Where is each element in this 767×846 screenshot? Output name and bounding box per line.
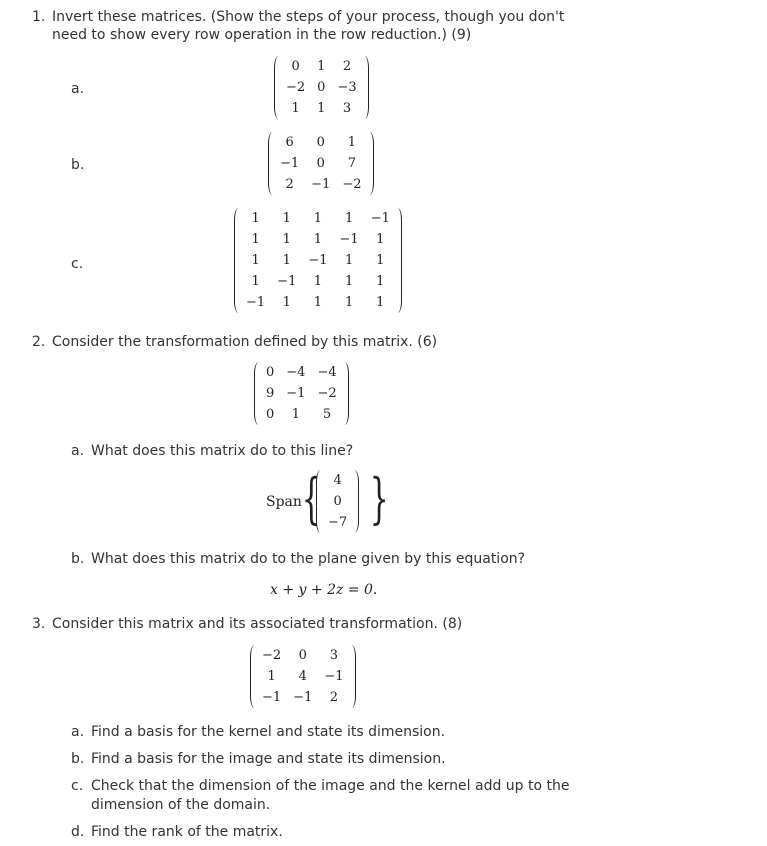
matrix-entry: 1 bbox=[344, 274, 354, 289]
matrix-entry: −1 bbox=[280, 156, 300, 171]
left-brace: { bbox=[301, 467, 321, 530]
matrix-entry: −1 bbox=[262, 690, 282, 705]
q1-part-b-label: b. bbox=[71, 157, 85, 173]
matrix-entry: −1 bbox=[311, 177, 331, 192]
matrix-right-paren bbox=[350, 470, 359, 533]
q1-text-line2: need to show every row operation in the row reduction.) (9) bbox=[52, 27, 472, 43]
q2-a-label: a. bbox=[71, 443, 85, 459]
matrix-entry: 1 bbox=[376, 295, 385, 310]
matrix-row bbox=[260, 362, 343, 383]
matrix-entry: −1 bbox=[324, 669, 344, 684]
matrix-row bbox=[260, 404, 343, 425]
q3-item-a-text: Find a basis for the kernel and state its dimension. bbox=[91, 724, 446, 740]
matrix-entry: −4 bbox=[286, 365, 306, 380]
matrix-entry: 9 bbox=[266, 386, 275, 401]
matrix-entry: 0 bbox=[316, 135, 325, 150]
matrix-entry: 6 bbox=[285, 135, 294, 150]
matrix-entry: −2 bbox=[286, 80, 306, 95]
matrix-entry: −1 bbox=[286, 386, 306, 401]
q1-text-line1: Invert these matrices. (Show the steps of your process, though you don't bbox=[52, 9, 565, 25]
matrix-entry: 0 bbox=[298, 648, 307, 663]
matrix-entry: 3 bbox=[342, 101, 352, 116]
matrix-entry: −1 bbox=[370, 211, 390, 226]
matrix-right-paren bbox=[365, 132, 374, 195]
matrix-row bbox=[274, 174, 368, 195]
matrix-entry: −3 bbox=[337, 80, 357, 95]
span-vector bbox=[318, 470, 357, 537]
matrix-entry: 1 bbox=[313, 232, 323, 247]
matrix-entry: 1 bbox=[317, 101, 326, 116]
matrix-entry: 7 bbox=[347, 156, 357, 171]
matrix-entry: 0 bbox=[266, 365, 275, 380]
matrix-entry: 0 bbox=[266, 407, 275, 422]
matrix-right-paren bbox=[340, 362, 349, 425]
q3-item-a-label: a. bbox=[71, 724, 85, 740]
matrix-row bbox=[240, 208, 396, 229]
matrix-row bbox=[322, 491, 353, 512]
q2-b-label: b. bbox=[71, 551, 85, 567]
matrix-right-paren bbox=[347, 645, 356, 708]
matrix-entry: 4 bbox=[333, 473, 342, 488]
matrix-row bbox=[322, 470, 353, 491]
matrix-entry: 1 bbox=[282, 295, 291, 310]
matrix-row bbox=[280, 77, 363, 98]
span-word: Span bbox=[266, 494, 302, 510]
matrix-left-paren bbox=[274, 56, 283, 119]
matrix-entry: −7 bbox=[328, 515, 348, 530]
matrix-entry: −1 bbox=[246, 295, 266, 310]
matrix-entry: 1 bbox=[313, 274, 323, 289]
matrix-row bbox=[274, 153, 368, 174]
matrix-row bbox=[240, 250, 396, 271]
matrix-left-paren bbox=[254, 362, 263, 425]
matrix-right-paren bbox=[360, 56, 369, 119]
matrix-entry: 1 bbox=[282, 232, 291, 247]
q1-part-a-label: a. bbox=[71, 81, 85, 97]
matrix-entry: 1 bbox=[282, 253, 291, 268]
matrix-entry: 1 bbox=[291, 407, 300, 422]
q3-item-d-text: Find the rank of the matrix. bbox=[91, 824, 283, 840]
matrix-entry: 1 bbox=[376, 274, 385, 289]
q1-part-c-matrix bbox=[236, 208, 400, 317]
matrix-entry: 2 bbox=[285, 177, 294, 192]
q3-item-c-label: c. bbox=[71, 778, 84, 794]
q1-part-c-label: c. bbox=[71, 256, 84, 272]
matrix-entry: 2 bbox=[342, 59, 352, 74]
matrix-entry: 3 bbox=[329, 648, 339, 663]
matrix-entry: 1 bbox=[251, 232, 260, 247]
q3-item-d-label: d. bbox=[71, 824, 85, 840]
q1-part-b-matrix bbox=[270, 132, 372, 199]
matrix-row bbox=[280, 56, 363, 77]
matrix-left-paren bbox=[316, 470, 325, 533]
matrix-entry: 0 bbox=[317, 80, 326, 95]
q2-matrix bbox=[256, 362, 347, 429]
q3-item-b-text: Find a basis for the image and state its dimension. bbox=[91, 751, 446, 767]
matrix-entry: 0 bbox=[316, 156, 325, 171]
q2-b-text: What does this matrix do to the plane given by this equation? bbox=[91, 551, 526, 567]
matrix-entry: 1 bbox=[376, 253, 385, 268]
matrix-entry: 1 bbox=[344, 211, 354, 226]
matrix-entry: 1 bbox=[313, 295, 323, 310]
plane-equation: x + y + 2z = 0. bbox=[270, 582, 378, 598]
matrix-entry: 1 bbox=[251, 253, 260, 268]
matrix-row bbox=[240, 292, 396, 313]
q3-item-c-text-line2: dimension of the domain. bbox=[91, 797, 271, 813]
matrix-right-paren bbox=[393, 208, 402, 313]
q3-number: 3. bbox=[32, 616, 46, 632]
matrix-row bbox=[256, 645, 350, 666]
matrix-row bbox=[280, 98, 363, 119]
q2-number: 2. bbox=[32, 334, 46, 350]
q3-matrix bbox=[252, 645, 354, 712]
matrix-entry: 1 bbox=[376, 232, 385, 247]
q3-text: Consider this matrix and its associated transformation. (8) bbox=[52, 616, 463, 632]
matrix-entry: −4 bbox=[317, 365, 337, 380]
matrix-row bbox=[274, 132, 368, 153]
matrix-entry: 1 bbox=[313, 211, 323, 226]
q2-text: Consider the transformation defined by this matrix. (6) bbox=[52, 334, 438, 350]
matrix-entry: −2 bbox=[317, 386, 337, 401]
matrix-entry: 1 bbox=[251, 211, 260, 226]
matrix-entry: 1 bbox=[344, 295, 354, 310]
q3-item-c-text-line1: Check that the dimension of the image and the kernel add up to the bbox=[91, 778, 570, 794]
matrix-entry: 1 bbox=[317, 59, 326, 74]
matrix-entry: 1 bbox=[344, 253, 354, 268]
matrix-entry: 4 bbox=[298, 669, 307, 684]
right-brace: } bbox=[369, 467, 389, 530]
matrix-row bbox=[256, 687, 350, 708]
matrix-row bbox=[322, 512, 353, 533]
matrix-entry: −2 bbox=[342, 177, 362, 192]
matrix-entry: −1 bbox=[293, 690, 313, 705]
matrix-entry: 1 bbox=[267, 669, 276, 684]
matrix-row bbox=[240, 271, 396, 292]
matrix-row bbox=[256, 666, 350, 687]
matrix-entry: 1 bbox=[251, 274, 260, 289]
matrix-left-paren bbox=[250, 645, 259, 708]
matrix-left-paren bbox=[268, 132, 277, 195]
matrix-entry: −1 bbox=[339, 232, 359, 247]
matrix-left-paren bbox=[234, 208, 243, 313]
q3-item-b-label: b. bbox=[71, 751, 85, 767]
matrix-entry: 0 bbox=[291, 59, 300, 74]
matrix-entry: 1 bbox=[282, 211, 291, 226]
matrix-row bbox=[260, 383, 343, 404]
matrix-entry: −1 bbox=[308, 253, 328, 268]
q1-number: 1. bbox=[32, 9, 46, 25]
matrix-entry: −2 bbox=[262, 648, 282, 663]
matrix-entry: 1 bbox=[291, 101, 300, 116]
matrix-entry: 1 bbox=[347, 135, 357, 150]
matrix-row bbox=[240, 229, 396, 250]
matrix-entry: 5 bbox=[322, 407, 332, 422]
q1-part-a-matrix bbox=[276, 56, 367, 123]
matrix-entry: −1 bbox=[277, 274, 297, 289]
matrix-entry: 2 bbox=[329, 690, 339, 705]
q2-a-text: What does this matrix do to this line? bbox=[91, 443, 354, 459]
matrix-entry: 0 bbox=[333, 494, 342, 509]
